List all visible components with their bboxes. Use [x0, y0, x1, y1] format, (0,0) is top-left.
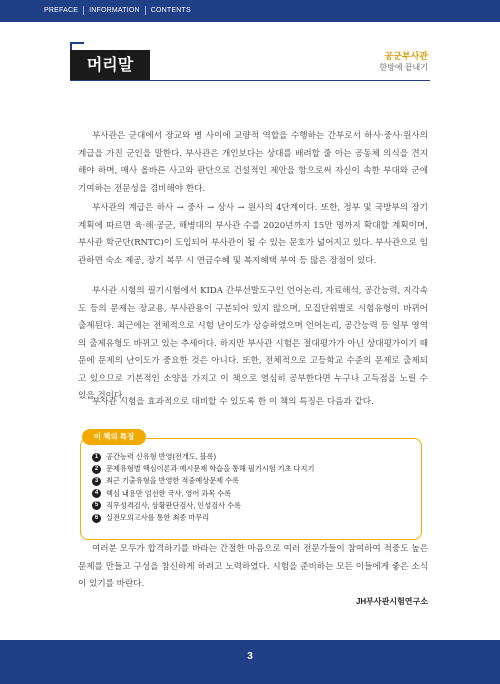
paragraph-ranks: 부사관의 계급은 하사 → 중사 → 상사 → 원사의 4단계이다. 또한, 정부 및 국방부의 장기계획에 따르면 육·해·공군, 해병대의 부사관 수를 2020년까지 15만 명까지 확대할 계획이며, 부사관 학군단(RNTC)이 도입되어 부사관이 될 수 있는 문호가 넓어지고 있다. 부사관으로 임관하면 숙소 제공, 장기 복무 시 연금수혜 및 복지혜택 부여 등 많은 장점이 있다. — [78, 203, 428, 266]
book-brand — [379, 50, 428, 74]
feature-item — [92, 512, 314, 524]
author-signature: JH부사관시험연구소 — [355, 597, 428, 606]
feature-item — [92, 463, 314, 475]
paragraph-exam: 부사관 시험의 필기시험에서 KIDA 간부선발도구인 언어논리, 자료해석, 공간능력, 지각속도 등의 문제는 장교용, 부사관용이 구분되어 있지 않으며, 모집단위별로 시험유형이 바뀌어 출제된다. 최근에는 전체적으로 시험 난이도가 상승하였으며 언어논리, 공간능력 등 일부 영역의 출제유형도 바뀌고 있는 추세이다. 하지만 부사관 시험은 절대평가가 아닌 상대평가이기 때문에 문제의 난이도가 중요한 것은 아니다. 또한, 전체적으로 고등학교 수준의 문제로 출제되고 있으므로 기본적인 소양을 가지고 이 책으로 열심히 공부한다면 누구나 고득점을 노릴 수 있을 것이다. — [78, 286, 428, 401]
feature-item — [92, 488, 314, 500]
feature-text: 실전모의고사를 통한 최종 마무리 — [106, 513, 210, 523]
brand-title: 공군부사관 — [384, 51, 428, 61]
footer-bar — [0, 640, 500, 684]
nav-preface[interactable]: PREFACE — [44, 6, 84, 15]
feature-text: 핵심 내용만 엄선한 국사, 영어 과목 수록 — [106, 488, 232, 498]
feature-item — [92, 451, 314, 463]
top-nav — [44, 6, 196, 15]
paragraph-closing: 여러분 모두가 합격하기를 바라는 간절한 마음으로 여러 전문가들이 참여하여 적중도 높은 문제를 만들고 구성을 참신하게 하려고 노력하였다. 시험을 준비하는 모든 이들에게 좋은 소식이 있기를 바란다. — [78, 544, 428, 589]
paragraph-intro: 부사관은 군대에서 장교와 병 사이에 교량적 역할을 수행하는 간부로서 하사·중사·원사의 계급을 가진 군인을 말한다. 부사관은 개인보다는 상대를 배려할 줄 아는 공동체 의식을 견지해야 하며, 매사 올바른 사고와 판단으로 건설적인 제안을 함으로써 자신이 속한 부대와 군에 기여하는 전문성을 겸비해야 한다. — [78, 131, 428, 194]
number-badge-icon: 4 — [92, 489, 101, 498]
features-tag: 이 책의 특징 — [82, 429, 146, 445]
feature-text: 문제유형별 핵심이론과 예시문제 학습을 통해 필기시험 기초 다지기 — [106, 464, 315, 474]
nav-information[interactable]: INFORMATION — [84, 6, 146, 15]
page-title: 머리말 — [70, 50, 150, 80]
feature-text: 직무성격검사, 상황판단검사, 인성검사 수록 — [106, 500, 241, 510]
nav-contents[interactable]: CONTENTS — [150, 7, 191, 14]
paragraph-features-lead: 부사관 시험을 효과적으로 대비할 수 있도록 한 이 책의 특징은 다음과 같다. — [92, 397, 374, 407]
number-badge-icon: 5 — [92, 501, 101, 510]
brand-subtitle: 한방에 끝내기 — [379, 63, 428, 72]
number-badge-icon: 6 — [92, 514, 101, 523]
feature-text: 최근 기출유형을 반영한 적중예상문제 수록 — [106, 476, 239, 486]
number-badge-icon: 1 — [92, 453, 101, 462]
number-badge-icon: 3 — [92, 477, 101, 486]
header-rule — [70, 80, 430, 81]
feature-item — [92, 500, 314, 512]
page-number: 3 — [247, 651, 253, 662]
number-badge-icon: 2 — [92, 465, 101, 474]
feature-text: 공간능력 신유형 반영(전개도, 블록) — [106, 452, 216, 462]
feature-item — [92, 475, 314, 487]
features-list — [92, 451, 314, 524]
